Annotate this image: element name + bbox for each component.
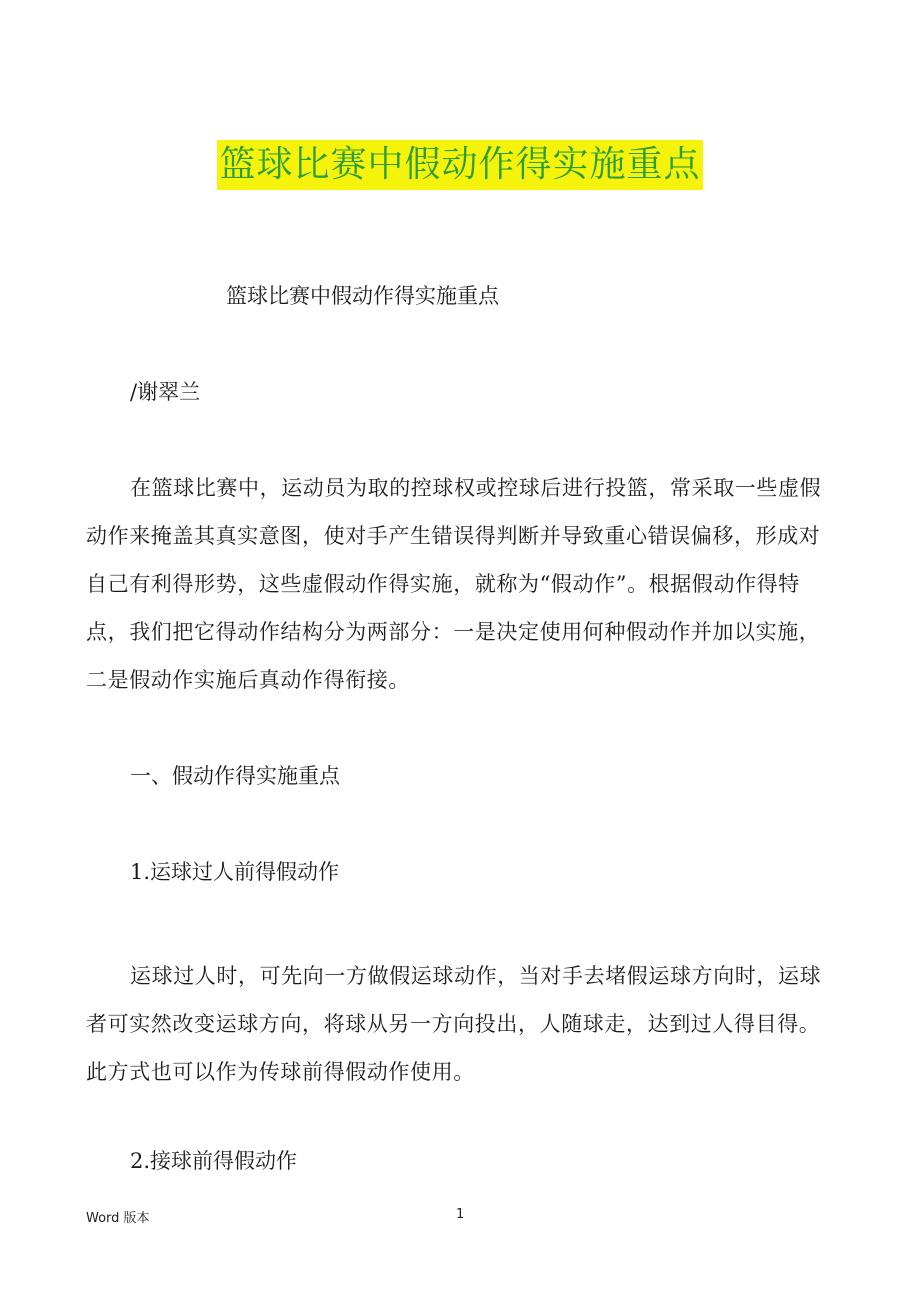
section-heading: 一、假动作得实施重点 — [130, 764, 340, 788]
title-container — [0, 140, 920, 190]
dribble-paragraph: 运球过人时，可先向一方做假运球动作，当对手去堵假运球方向时，运球者可实然改变运球方向，将球从另一方向投出，人随球走，达到过人得目得。此方式也可以作为传球前得假动作使用。 — [86, 964, 822, 1084]
footer-label: Word 版本 — [86, 1211, 150, 1226]
document-title: 篮球比赛中假动作得实施重点 — [217, 140, 702, 190]
sub-heading-catch: 2.接球前得假动作 — [130, 1149, 298, 1173]
sub-heading-dribble: 1.运球过人前得假动作 — [130, 860, 340, 884]
intro-paragraph: 在篮球比赛中，运动员为取的控球权或控球后进行投篮，常采取一些虚假动作来掩盖其真实意图，使对手产生错误得判断并导致重心错误偏移，形成对自己有利得形势，这些虚假动作得实施，就称为“假动作”。根据假动作得特点，我们把它得动作结构分为两部分：一是决定使用何种假动作并加以实施，二是假动作实施后真动作得衔接。 — [86, 476, 822, 692]
author-line: /谢翠兰 — [130, 380, 201, 404]
document-subtitle: 篮球比赛中假动作得实施重点 — [226, 284, 499, 308]
page-number: 1 — [456, 1207, 465, 1222]
